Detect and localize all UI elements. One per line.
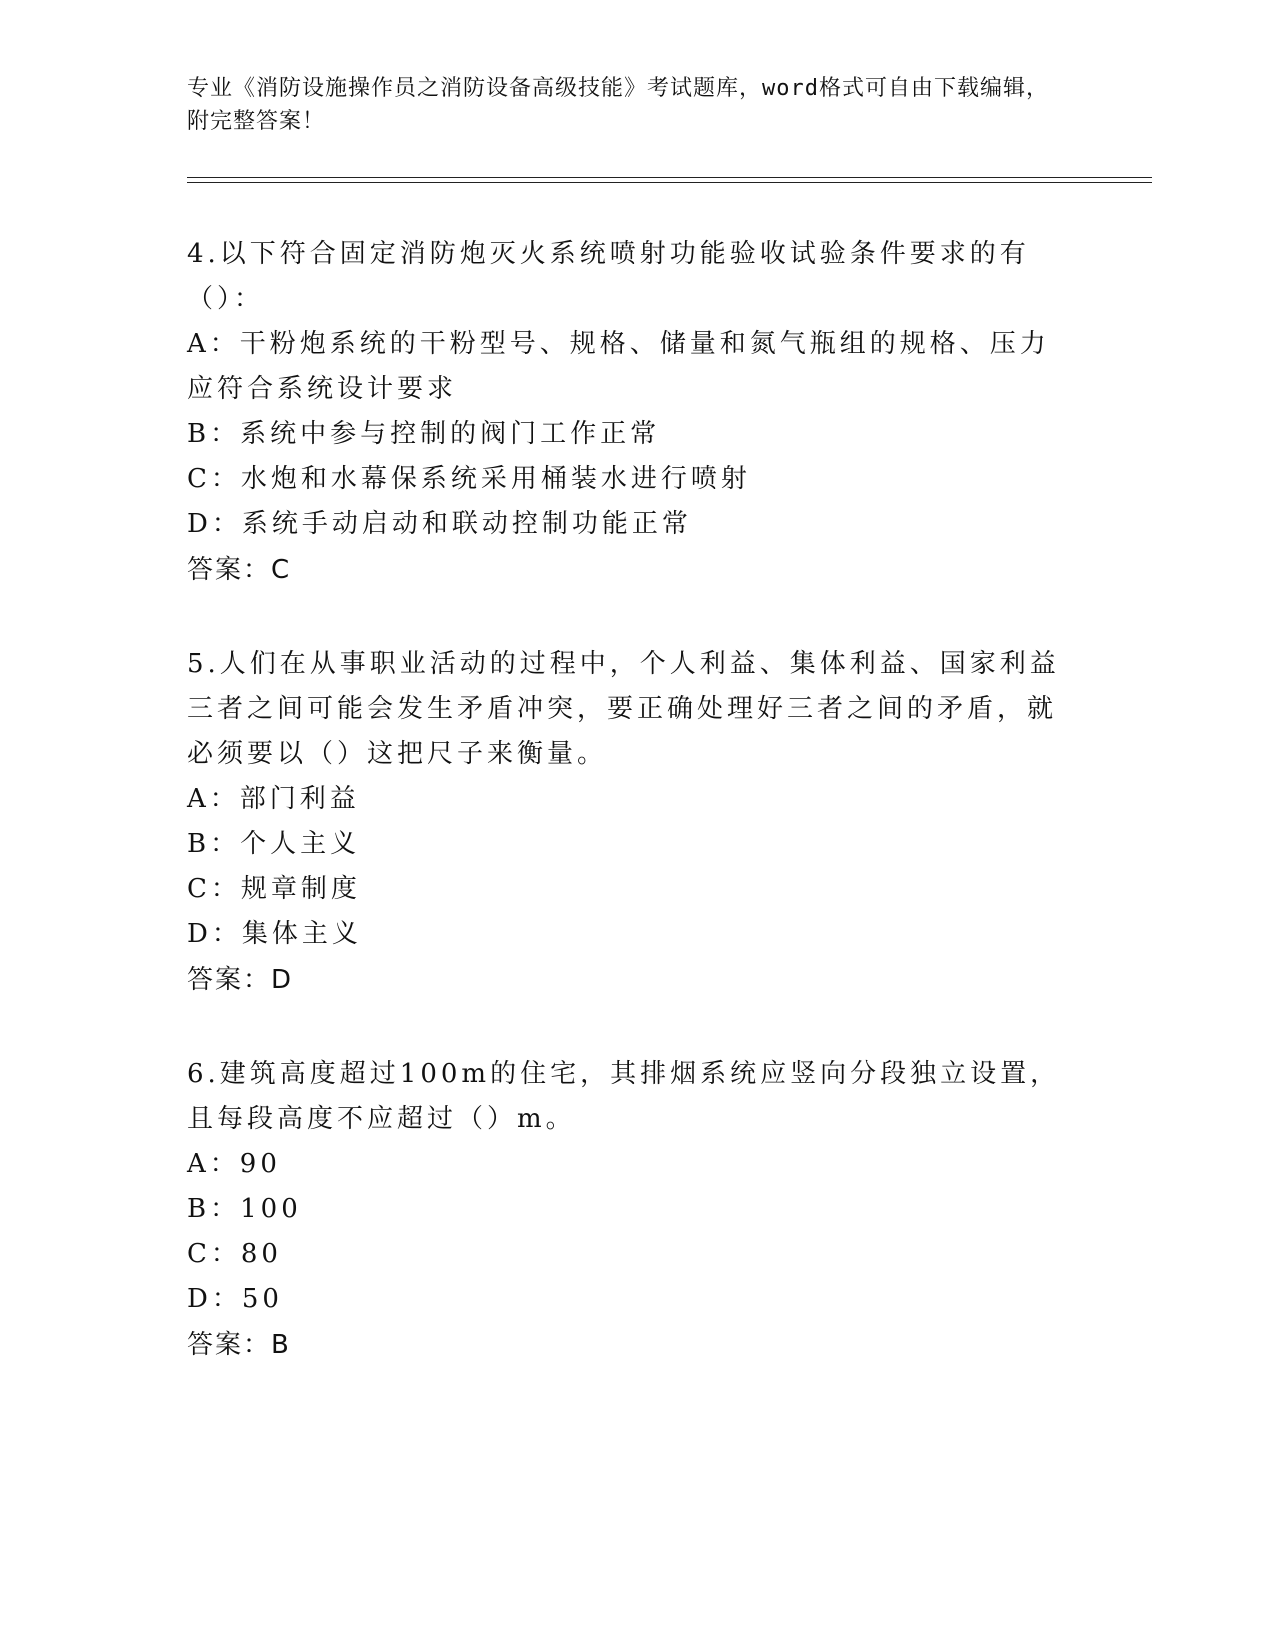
- option-d: D：50: [187, 1284, 283, 1314]
- option-a: A：90: [187, 1149, 281, 1179]
- header-divider-top: [187, 177, 1152, 178]
- question-stem: 6.建筑高度超过100m的住宅，其排烟系统应竖向分段独立设置，且每段高度不应超过（）m。: [187, 1059, 1061, 1134]
- question-6: [187, 1052, 1077, 1368]
- header-divider-bottom: [187, 182, 1152, 183]
- question-4: [187, 232, 1077, 593]
- answer: 答案：C: [187, 555, 292, 585]
- option-d: D：集体主义: [187, 919, 362, 949]
- option-c: C：水炮和水幕保系统采用桶装水进行喷射: [187, 464, 751, 494]
- answer: 答案：B: [187, 1330, 291, 1360]
- option-a: A：干粉炮系统的干粉型号、规格、储量和氮气瓶组的规格、压力应符合系统设计要求: [187, 329, 1050, 404]
- option-b: B：个人主义: [187, 829, 361, 859]
- question-5: [187, 642, 1077, 1003]
- question-stem: 4.以下符合固定消防炮灭火系统喷射功能验收试验条件要求的有（）：: [187, 239, 1030, 314]
- option-c: C：规章制度: [187, 874, 361, 904]
- option-d: D：系统手动启动和联动控制功能正常: [187, 509, 692, 539]
- question-stem: 5.人们在从事职业活动的过程中，个人利益、集体利益、国家利益三者之间可能会发生矛盾冲突，要正确处理好三者之间的矛盾，就必须要以（）这把尺子来衡量。: [187, 649, 1060, 769]
- option-b: B：系统中参与控制的阀门工作正常: [187, 419, 661, 449]
- document-intro: 专业《消防设施操作员之消防设备高级技能》考试题库，word格式可自由下载编辑，附完整答案！: [187, 76, 1049, 134]
- answer: 答案：D: [187, 965, 294, 995]
- option-a: A：部门利益: [187, 784, 360, 814]
- option-c: C：80: [187, 1239, 282, 1269]
- option-b: B：100: [187, 1194, 302, 1224]
